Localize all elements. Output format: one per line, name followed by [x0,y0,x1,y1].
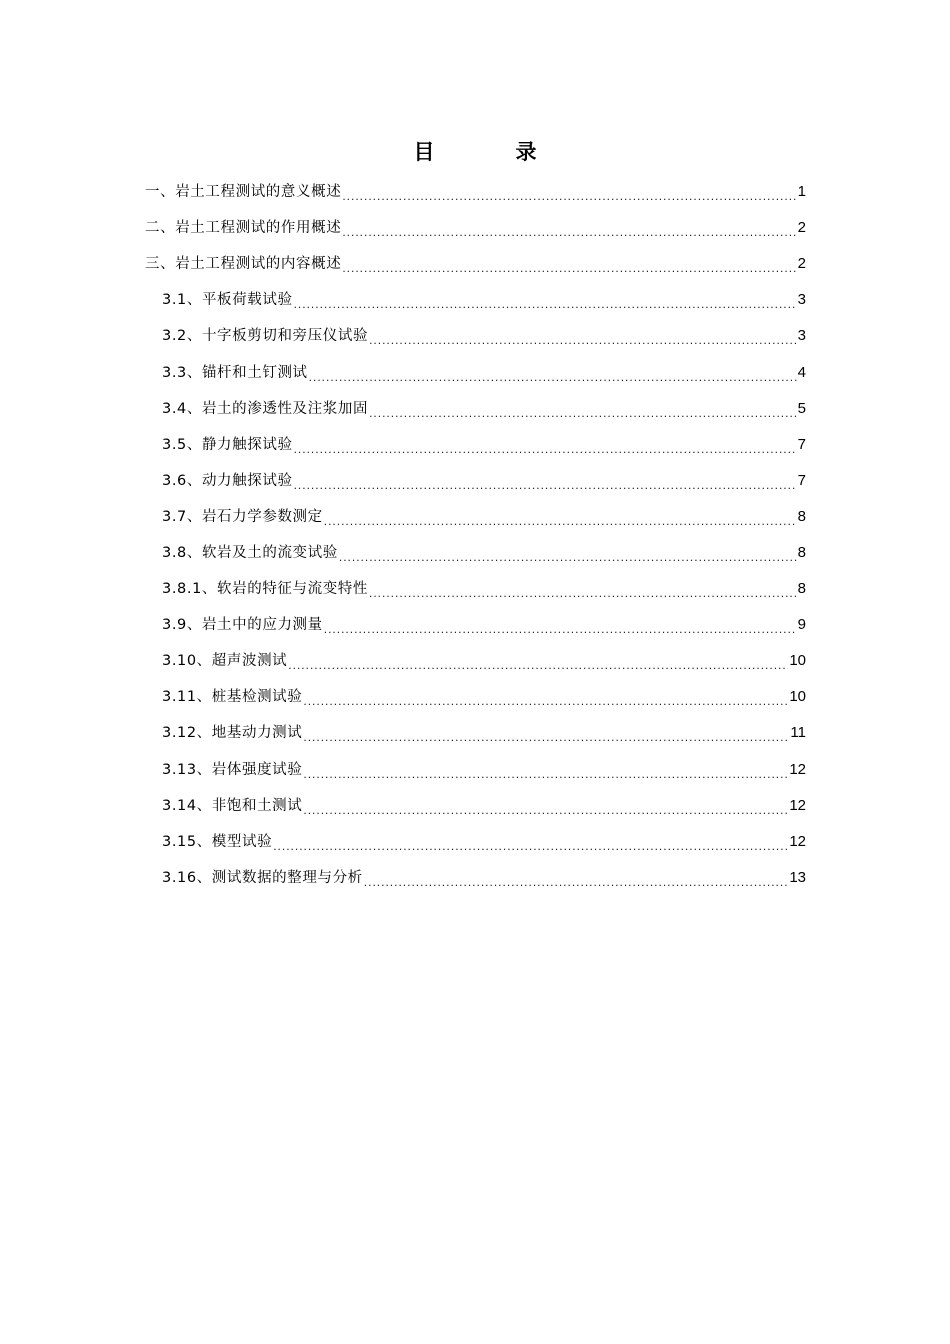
toc-page-number: 12 [789,760,806,778]
toc-entry-label: 3.15、模型试验 [162,833,273,850]
toc-dot-leader [369,329,797,349]
toc-dot-leader [364,871,789,891]
toc-entry[interactable] [0,607,950,643]
toc-entry[interactable] [0,282,950,318]
toc-list [0,174,950,896]
toc-entry-label: 3.16、测试数据的整理与分析 [162,869,363,886]
toc-entry[interactable] [0,318,950,354]
toc-page-number: 3 [797,291,806,309]
toc-entry-label: 3.8.1、软岩的特征与流变特性 [162,581,368,598]
toc-dot-leader [288,654,788,674]
toc-entry-label: 二、岩土工程测试的作用概述 [145,220,342,237]
toc-page-number: 12 [789,796,806,814]
toc-entry[interactable] [0,715,950,751]
toc-entry-label: 3.9、岩土中的应力测量 [162,617,323,634]
toc-entry[interactable] [0,788,950,824]
toc-page-number: 9 [797,616,806,634]
toc-entry-label: 一、岩土工程测试的意义概述 [145,184,342,201]
toc-entry[interactable] [0,860,950,896]
toc-page-number: 11 [790,724,806,742]
toc-page-number: 8 [797,507,806,525]
toc-dot-leader [369,582,797,602]
toc-page-number: 5 [797,399,806,417]
toc-page-number: 8 [797,543,806,561]
toc-entry[interactable] [0,246,950,282]
toc-page-number: 8 [797,580,806,598]
toc-entry-label: 三、岩土工程测试的内容概述 [145,256,342,273]
toc-entry-label: 3.8、软岩及土的流变试验 [162,544,338,561]
toc-dot-leader [303,726,789,746]
toc-page-number: 2 [797,219,806,237]
toc-entry[interactable] [0,354,950,390]
toc-entry-label: 3.13、岩体强度试验 [162,761,303,778]
toc-entry[interactable] [0,752,950,788]
toc-page-number: 7 [797,435,806,453]
toc-entry-label: 3.7、岩石力学参数测定 [162,508,323,525]
toc-dot-leader [309,366,797,386]
toc-dot-leader [369,402,797,422]
toc-entry[interactable] [0,210,950,246]
toc-page-number: 4 [797,363,806,381]
toc-dot-leader [342,185,796,205]
toc-page-number: 10 [789,688,806,706]
toc-dot-leader [294,293,797,313]
toc-page-number: 3 [797,327,806,345]
toc-entry-label: 3.2、十字板剪切和旁压仪试验 [162,328,369,345]
toc-dot-leader [342,221,796,241]
toc-entry[interactable] [0,391,950,427]
toc-page-number: 13 [789,868,806,886]
toc-dot-leader [273,835,788,855]
toc-dot-leader [303,763,788,783]
toc-page-number: 7 [797,471,806,489]
toc-dot-leader [294,438,797,458]
toc-dot-leader [339,546,797,566]
toc-entry[interactable] [0,499,950,535]
toc-entry[interactable] [0,643,950,679]
toc-entry[interactable] [0,824,950,860]
toc-dot-leader [324,510,797,530]
toc-entry-label: 3.1、平板荷载试验 [162,292,293,309]
toc-dot-leader [324,618,797,638]
toc-dot-leader [294,474,797,494]
toc-page-number: 10 [789,652,806,670]
toc-entry-label: 3.3、锚杆和土钉测试 [162,364,308,381]
toc-entry[interactable] [0,463,950,499]
toc-dot-leader [303,690,788,710]
toc-entry-label: 3.12、地基动力测试 [162,725,303,742]
toc-dot-leader [342,257,796,277]
toc-entry[interactable] [0,535,950,571]
toc-page-number: 12 [789,832,806,850]
toc-entry-label: 3.10、超声波测试 [162,653,288,670]
toc-page-number: 1 [797,183,806,201]
toc-title: 目 录 [413,140,567,164]
toc-entry[interactable] [0,571,950,607]
toc-entry-label: 3.5、静力触探试验 [162,436,293,453]
toc-entry[interactable] [0,174,950,210]
toc-entry[interactable] [0,679,950,715]
toc-entry-label: 3.14、非饱和土测试 [162,797,303,814]
toc-dot-leader [303,799,788,819]
toc-entry-label: 3.6、动力触探试验 [162,472,293,489]
toc-entry[interactable] [0,427,950,463]
toc-entry-label: 3.11、桩基检测试验 [162,689,303,706]
toc-entry-label: 3.4、岩土的渗透性及注浆加固 [162,400,369,417]
toc-page-number: 2 [797,255,806,273]
